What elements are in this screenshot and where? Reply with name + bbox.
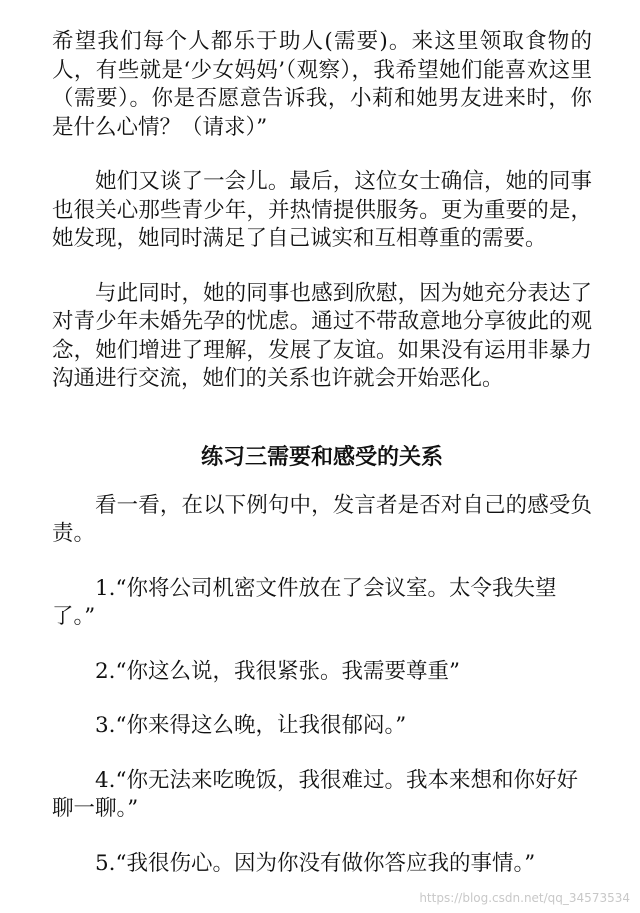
exercise-item-3: 3.“你来得这么晚，让我很郁闷。” [95, 713, 407, 738]
exercise-item-2: 2.“你这么说，我很紧张。我需要尊重” [95, 658, 460, 684]
exercise-item-5: 5.“我很伤心。因为你没有做你答应我的事情。” [95, 850, 536, 876]
watermark-url: https://blog.csdn.net/qq_34573534 [419, 891, 630, 905]
paragraph-continued: 希望我们每个人都乐于助人(需要)。来这里领取食物的人，有些就是‘少女妈妈’（观察），我希望她们能喜欢这里（需要）。你是否愿意告诉我，小莉和她男友进来时，你是什么心情？（请求）” [52, 29, 592, 140]
exercise-item-4: 4.“你无法来吃晚饭，我很难过。我本来想和你好好聊一聊。” [52, 767, 579, 821]
section-intro: 看一看，在以下例句中，发言者是否对自己的感受负责。 [52, 492, 592, 546]
document-page [52, 28, 592, 904]
section-title: 练习三需要和感受的关系 [200, 443, 443, 470]
paragraph-conversation-result: 她们又谈了一会儿。最后，这位女士确信，她的同事也很关心那些青少年，并热情提供服务。更为重要的是，她发现，她同时满足了自己诚实和互相尊重的需要。 [52, 169, 592, 251]
paragraph-colleague-relief: 与此同时，她的同事也感到欣慰，因为她充分表达了对青少年未婚先孕的忧虑。通过不带敌意地分享彼此的观念，她们增进了理解，发展了友谊。如果没有运用非暴力沟通进行交流，她们的关系也许就会开始恶化。 [52, 280, 592, 391]
exercise-item-1: 1.“你将公司机密文件放在了会议室。太令我失望了。” [52, 575, 557, 629]
